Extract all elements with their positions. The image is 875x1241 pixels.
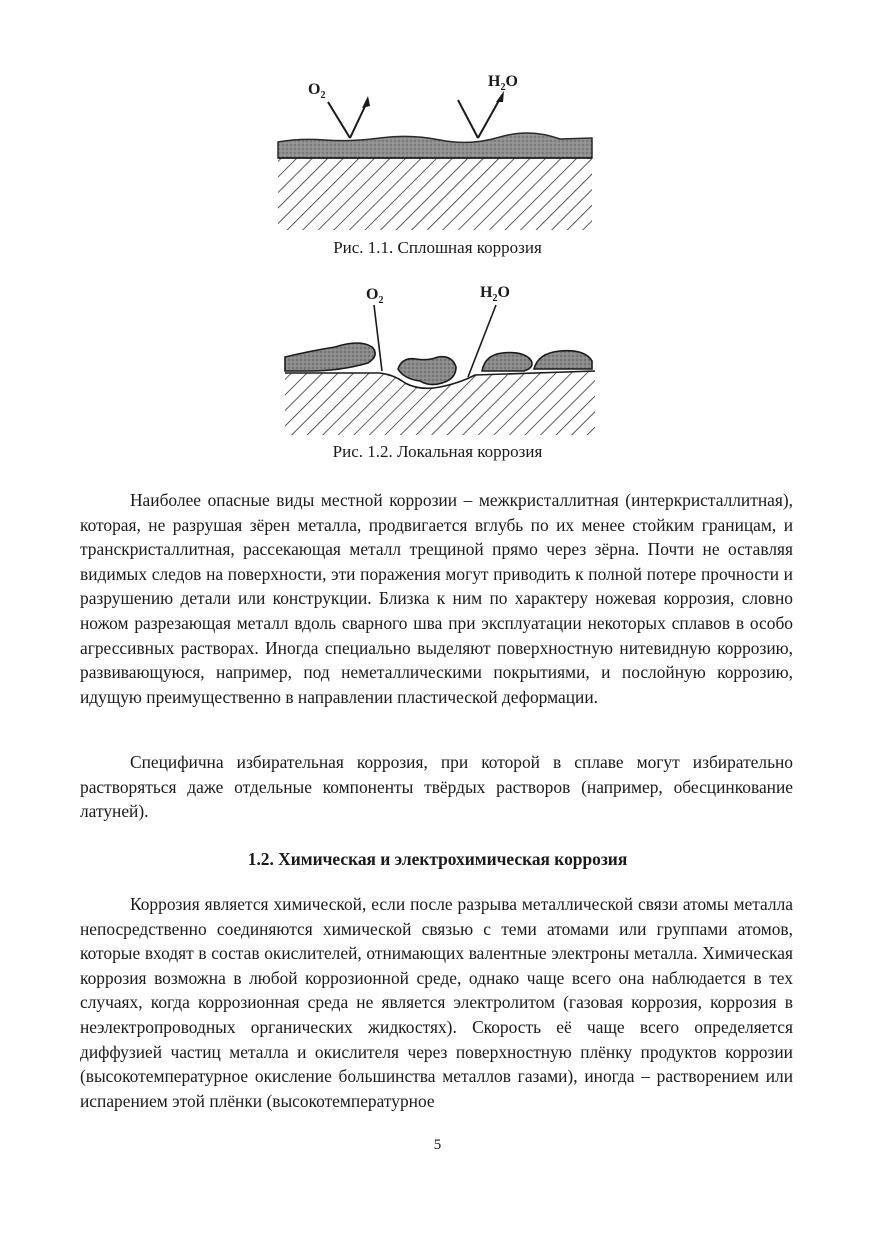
o2-label: $O_2$ [308, 81, 326, 101]
paragraph-chemical-corrosion: Коррозия является химической, если после разрыва металлической связи атомы металла непосредственно соединяются химической связью с теми атомами или группами атомов, которые входят в состав окислителей, отнимающих валентные электроны металла. Химическая коррозия возможна в любой коррозионной среде, однако чаще всего она наблюдается в тех случаях, когда коррозионная среда не является электролитом (газовая коррозия, коррозия в неэлектропроводных органических жидкостях). Скорость её чаще всего определяется диффузией частиц металла и окислителя через поверхностную плёнку продуктов коррозии (высокотемпературное окисление большинства металлов газами), иногда – растворением или испарением этой плёнки (высокотемпературное [80, 894, 793, 1111]
corrosion-film [278, 133, 592, 158]
o2-label: $O_2$ [366, 286, 384, 306]
corrosion-deposit [285, 343, 375, 371]
page-number: 5 [433, 1137, 442, 1153]
h2o-label: $H_2O$ [480, 284, 510, 304]
h2o-arrow [458, 91, 504, 138]
corrosion-deposit [398, 357, 456, 385]
o2-arrow [328, 96, 370, 138]
figure-2-caption: Рис. 1.2. Локальная коррозия [332, 442, 543, 461]
paragraph-local-corrosion-types: Наиболее опасные виды местной коррозии – межкристаллитная (интеркристаллитная), которая, не разрушая зёрен металла, продвигается вглубь по их менее стойким границам, и транскристаллитная, рассекающая металл трещиной прямо через зёрна. Почти не оставляя видимых следов на поверхности, эти поражения могут приводить к полной потере прочности и разрушению детали или конструкции. Близка к ним по характеру ножевая коррозия, словно ножом разрезающая металл вдоль сварного шва при эксплуатации некоторых сплавов в особо агрессивных растворах. Иногда специально выделяют поверхностную нитевидную коррозию, развивающуюся, например, под неметаллическими покрытиями, и послойную коррозию, идущую преимущественно в направлении пластической деформации. [80, 490, 793, 707]
corrosion-deposit [482, 353, 532, 371]
figure-1-caption: Рис. 1.1. Сплошная коррозия [333, 238, 542, 257]
paragraph-selective-corrosion: Специфична избирательная коррозия, при которой в сплаве могут избирательно растворяться даже отдельные компоненты твёрдых растворов (например, обесцинкование латуней). [80, 752, 793, 822]
section-heading: 1.2. Химическая и электрохимическая коррозия [247, 849, 628, 869]
figure-local-corrosion [280, 275, 600, 437]
metal-substrate [278, 158, 592, 230]
corrosion-deposit [534, 351, 592, 369]
figure-uniform-corrosion [270, 60, 600, 235]
h2o-label: $H_2O$ [488, 73, 518, 93]
o2-arrow [374, 305, 382, 371]
